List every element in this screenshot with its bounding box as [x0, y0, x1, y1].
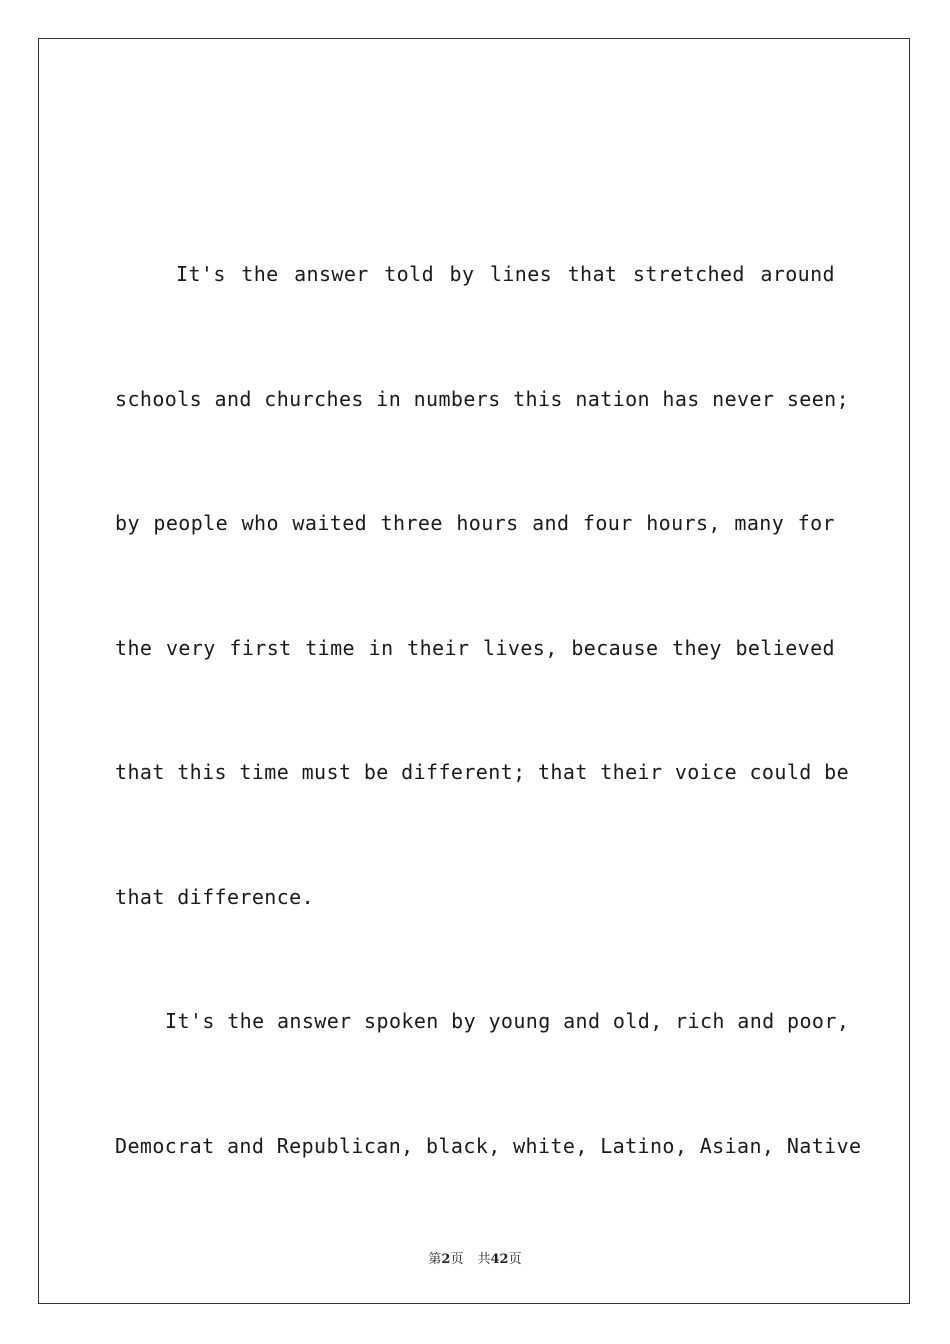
paragraph-1-line-4: the very first time in their lives, because they believed — [115, 636, 835, 660]
footer-page-number: 2 — [441, 1252, 451, 1267]
paragraph-1-line-3: by people who waited three hours and four hours, many for — [115, 511, 835, 535]
footer-total-suffix: 页 — [508, 1252, 522, 1267]
footer-page-prefix: 第 — [428, 1252, 442, 1267]
page-frame — [38, 38, 910, 1304]
footer-total-prefix: 共 — [477, 1252, 491, 1267]
paragraph-1-line-2: schools and churches in numbers this nation has never seen; — [115, 387, 850, 411]
paragraph-2-line-1: It's the answer spoken by young and old, rich and poor, — [165, 1009, 850, 1033]
paragraph-1-line-6: that difference. — [115, 885, 315, 909]
paragraph-2-line-2: Democrat and Republican, black, white, Latino, Asian, Native — [115, 1134, 862, 1158]
footer-total-pages: 42 — [490, 1252, 509, 1267]
footer-page-suffix: 页 — [450, 1252, 464, 1267]
page-footer — [0, 1248, 950, 1267]
paragraph-1-line-5: that this time must be different; that their voice could be — [115, 760, 850, 784]
paragraph-1-line-1: It's the answer told by lines that stretched around — [176, 262, 835, 286]
